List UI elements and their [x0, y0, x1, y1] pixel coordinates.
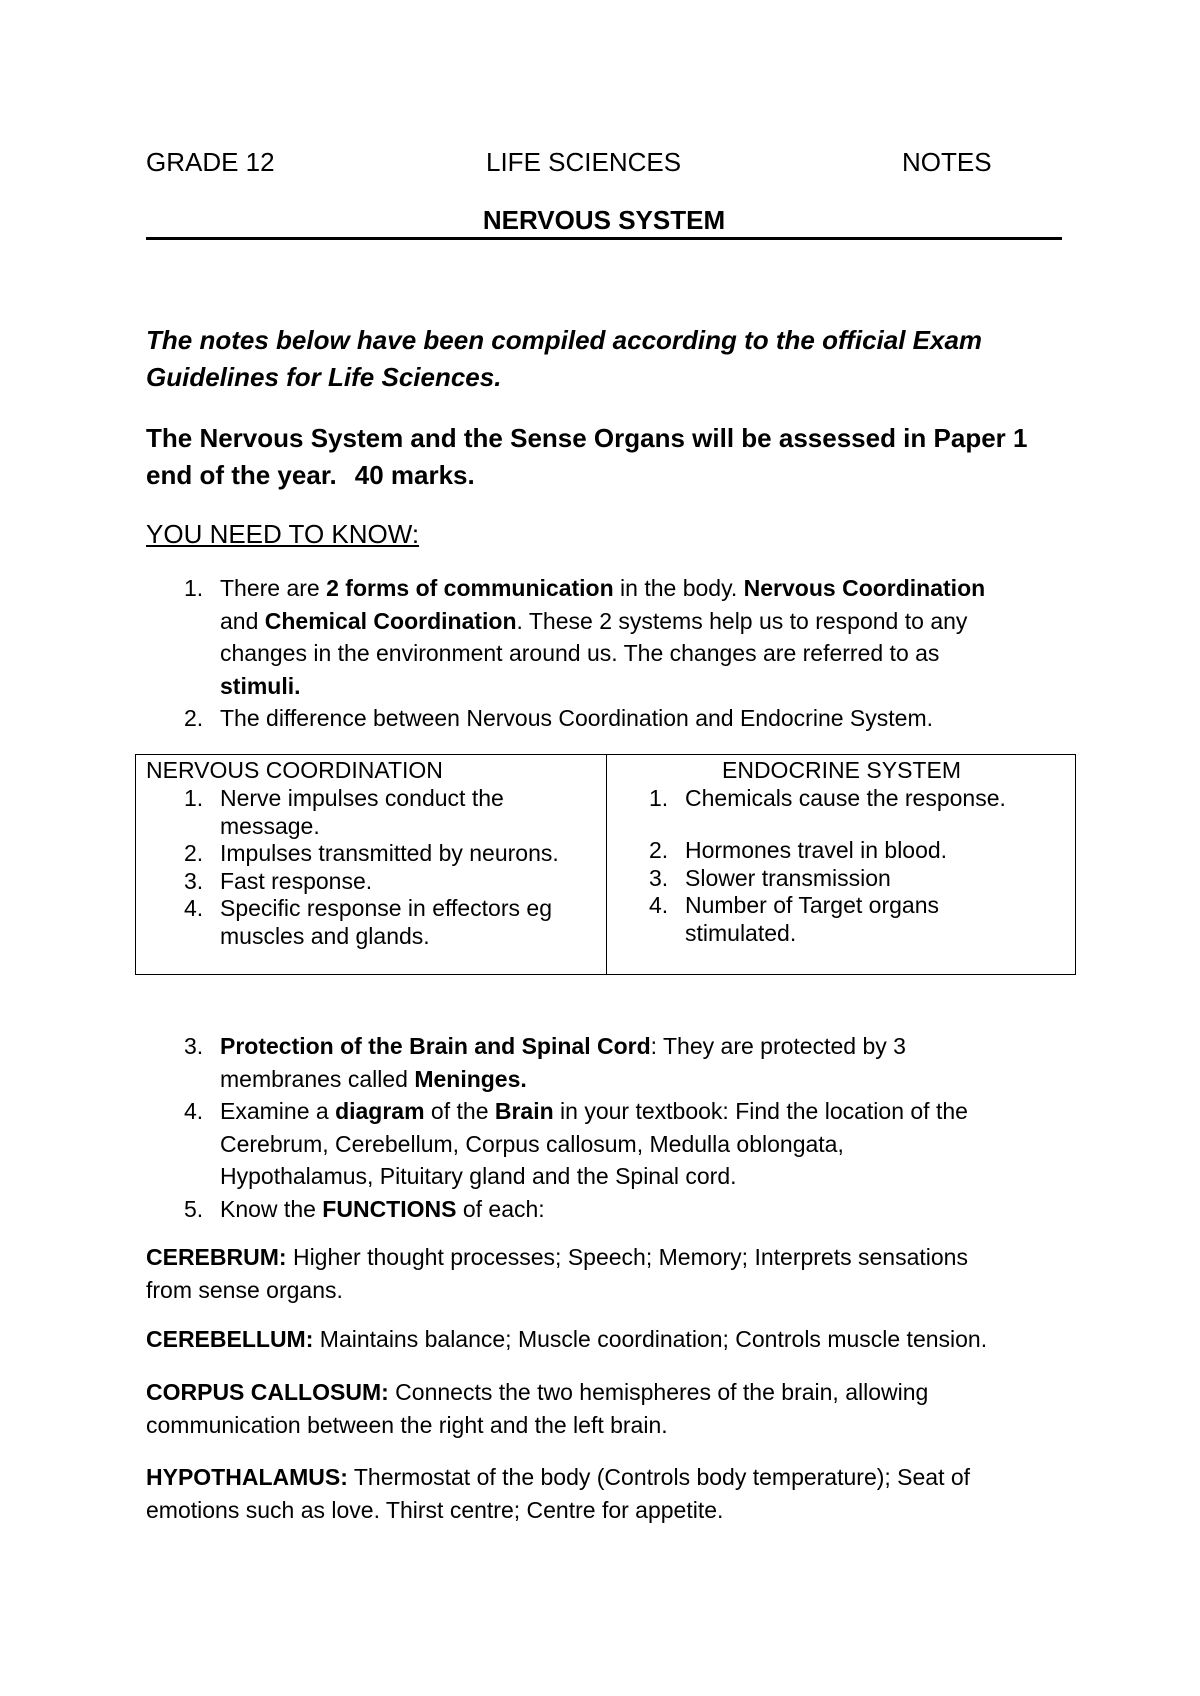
function-text: communication between the right and the left brain.: [146, 1411, 668, 1438]
list-number: 4.: [184, 1098, 204, 1124]
list-item-line: [220, 1095, 1066, 1128]
text-run-bold: FUNCTIONS: [322, 1195, 457, 1222]
endocrine-list: [601, 785, 1061, 947]
list-item-line: Slower transmission: [685, 864, 891, 891]
text-run: Examine a: [220, 1098, 336, 1124]
intro-note: [146, 322, 1066, 396]
list-number: 5.: [184, 1195, 204, 1222]
list-item: [146, 1095, 1066, 1193]
table-list-item: [601, 865, 1061, 893]
text-run: There are: [220, 575, 327, 601]
table-header-nervous: NERVOUS COORDINATION: [146, 757, 443, 783]
function-label: CEREBRUM:: [146, 1244, 287, 1270]
list-number: 2.: [649, 837, 669, 863]
function-label: CORPUS CALLOSUM:: [146, 1379, 389, 1405]
function-text: from sense organs.: [146, 1276, 343, 1303]
list-number: 1.: [184, 785, 204, 811]
function-corpus-callosum: [146, 1376, 1076, 1441]
list-item-line: [220, 605, 1066, 638]
list-item-line: Number of Target organs: [685, 892, 939, 918]
list-item-line: Cerebrum, Cerebellum, Corpus callosum, Medulla oblongata,: [220, 1130, 844, 1157]
list-number: 3.: [184, 1033, 204, 1059]
text-run-bold: 2 forms of communication: [326, 575, 614, 601]
page-title: NERVOUS SYSTEM: [482, 205, 726, 235]
header-type: NOTES: [902, 147, 992, 177]
list-item: [146, 702, 1066, 735]
text-run: in the body.: [613, 575, 744, 601]
text-run-bold: diagram: [335, 1098, 425, 1124]
list-number: 2.: [184, 705, 204, 731]
function-label: CEREBELLUM:: [146, 1326, 314, 1352]
function-hypothalamus: [146, 1461, 1076, 1526]
text-run-bold: stimuli.: [220, 672, 301, 699]
table-header-endocrine: ENDOCRINE SYSTEM: [722, 757, 961, 783]
text-run-bold: Protection of the Brain and Spinal Cord: [220, 1033, 651, 1059]
assessment-note-line: [146, 457, 1066, 494]
text-run-bold: Chemical Coordination: [264, 607, 517, 634]
list-item-line: Specific response in effectors eg: [220, 895, 552, 921]
text-run-bold: Nervous Coordination: [743, 575, 986, 601]
text-run: : They are protected by 3: [650, 1033, 906, 1059]
list-item: [146, 572, 1066, 702]
function-cerebrum: [146, 1241, 1076, 1306]
list-item-line: Hormones travel in blood.: [685, 837, 948, 863]
list-number: 2.: [184, 840, 204, 866]
list-item-line: Impulses transmitted by neurons.: [220, 840, 559, 866]
numbered-list-bottom: [146, 1030, 1066, 1225]
text-run: of the: [424, 1098, 495, 1124]
nervous-list: [136, 785, 596, 950]
assessment-note: [146, 420, 1066, 494]
table-cell-endocrine: [607, 755, 1076, 975]
list-item-line: changes in the environment around us. The changes are referred to as: [220, 640, 940, 666]
function-cerebellum: [146, 1323, 1076, 1356]
numbered-list-top: [146, 572, 1066, 735]
list-item-line: [220, 670, 1066, 703]
list-item-line: Nerve impulses conduct the: [220, 785, 504, 811]
header-grade: GRADE 12: [146, 147, 275, 177]
text-run-bold: Meninges.: [414, 1065, 527, 1092]
list-item-line: Chemicals cause the response.: [685, 785, 1006, 811]
list-number: 3.: [649, 864, 669, 891]
intro-note-line: The notes below have been compiled according to the official Exam: [146, 325, 983, 355]
list-item-line: Fast response.: [220, 867, 373, 894]
text-run: . These 2 systems help us to respond to any: [516, 607, 968, 634]
list-item-line: [220, 1030, 1066, 1063]
text-run: and: [220, 607, 265, 634]
section-heading: YOU NEED TO KNOW:: [146, 519, 420, 549]
text-run: of each:: [456, 1195, 545, 1222]
table-list-item: [601, 892, 1061, 947]
text-run: membranes called: [220, 1065, 415, 1092]
function-text: Connects the two hemispheres of the brain, allowing: [388, 1379, 929, 1405]
list-item-line: stimulated.: [685, 919, 797, 946]
text-run-bold: Brain: [494, 1098, 554, 1124]
function-text: Thermostat of the body (Controls body temperature); Seat of: [347, 1464, 971, 1490]
list-item-line: [220, 1193, 1066, 1226]
marks-value: 40 marks.: [354, 460, 475, 490]
table-cell-nervous: [136, 755, 607, 975]
function-text: Higher thought processes; Speech; Memory; Interprets sensations: [286, 1244, 968, 1270]
list-number: 1.: [184, 575, 204, 601]
table-list-item: [136, 840, 596, 868]
list-item-line: [220, 572, 1066, 605]
function-text: Maintains balance; Muscle coordination; Controls muscle tension.: [313, 1326, 988, 1352]
list-item: [146, 1193, 1066, 1226]
list-item: [146, 1030, 1066, 1095]
list-number: 4.: [184, 895, 204, 921]
title-underline-rule: [146, 237, 1062, 240]
list-item-line: muscles and glands.: [220, 922, 430, 949]
function-label: HYPOTHALAMUS:: [146, 1464, 348, 1490]
text-run: in your textbook: Find the location of the: [553, 1098, 968, 1124]
text-run: Know the: [220, 1195, 323, 1222]
comparison-table: [135, 754, 1076, 975]
table-list-item: [136, 868, 596, 896]
table-list-item: [136, 785, 596, 840]
assessment-note-text: end of the year.: [146, 460, 337, 490]
intro-note-line: Guidelines for Life Sciences.: [146, 362, 502, 392]
list-item-line: The difference between Nervous Coordination and Endocrine System.: [220, 705, 933, 731]
assessment-note-line: The Nervous System and the Sense Organs will be assessed in Paper 1: [146, 423, 1028, 453]
list-number: 4.: [649, 892, 669, 918]
table-list-item: [601, 837, 1061, 865]
list-number: 3.: [184, 867, 204, 894]
table-list-item: [601, 785, 1061, 837]
table-list-item: [136, 895, 596, 950]
header-subject: LIFE SCIENCES: [486, 147, 682, 177]
list-item-line: message.: [220, 812, 320, 839]
list-item-line: [220, 1063, 1066, 1096]
list-number: 1.: [649, 785, 669, 811]
list-item-line: Hypothalamus, Pituitary gland and the Spinal cord.: [220, 1163, 737, 1189]
function-text: emotions such as love. Thirst centre; Centre for appetite.: [146, 1496, 724, 1523]
